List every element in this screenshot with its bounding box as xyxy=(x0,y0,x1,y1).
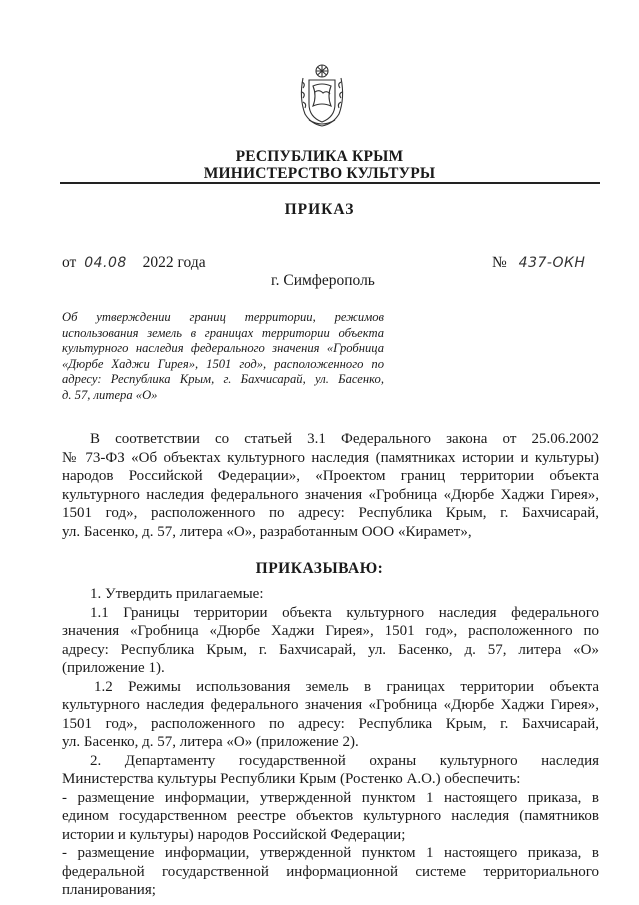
preamble-line: № 73-ФЗ «Об объектах культурного наследия (памятниках истории и культуры) xyxy=(62,449,599,466)
date-handwritten: 04.08 xyxy=(84,255,127,271)
body-line: культурного наследия федерального значения «Гробница «Дюрбе Хаджи Гирея», xyxy=(62,697,599,713)
order-subject xyxy=(62,310,384,403)
header-ministry: МИНИСТЕРСТВО КУЛЬТУРЫ xyxy=(203,165,436,182)
body-line: истории и культуры) народов Российской Федерации; xyxy=(62,826,406,843)
body-line: адресу: Республика Крым, г. Бахчисарай, ул. Басенко, д. 57, литера «О» xyxy=(62,641,599,658)
preamble-line: В соответствии со статьей 3.1 Федерального закона от 25.06.2002 xyxy=(90,431,599,447)
number-handwritten: 437-ОКН xyxy=(518,255,586,271)
body-line: 1.2 Режимы использования земель в границах территории объекта xyxy=(94,678,599,695)
preamble-line: культурного наследия федерального значения «Гробница «Дюрбе Хаджи Гирея», xyxy=(62,486,599,503)
subject-line: д. 57, литера «О» xyxy=(62,387,158,402)
doc-type-title: ПРИКАЗ xyxy=(284,201,355,218)
preamble-line: народов Российской Федерации», «Проектом границ территории объекта xyxy=(62,468,599,484)
header-republic: РЕСПУБЛИКА КРЫМ xyxy=(235,148,404,165)
body-line: едином государственном реестре объектов культурного наследия (памятников xyxy=(62,808,599,824)
body-line: значения «Гробница «Дюрбе Хаджи Гирея», 1501 год», расположенного по xyxy=(62,623,599,639)
crimea-coat-of-arms-icon xyxy=(297,62,347,128)
header-rule xyxy=(60,182,600,184)
body-line: 2. Департаменту государственной охраны культурного наследия xyxy=(90,752,599,769)
body-line: федеральной государственной информационной системе территориального xyxy=(62,863,599,880)
order-word: ПРИКАЗЫВАЮ: xyxy=(255,560,384,577)
order-body xyxy=(62,585,599,900)
subject-line: «Дюрбе Хаджи Гирея», 1501 год», расположенного по xyxy=(62,356,384,371)
body-line: 1. Утвердить прилагаемые: xyxy=(90,586,264,602)
subject-line: Об утверждении границ территории, режимов xyxy=(62,310,384,324)
preamble-line: 1501 год», расположенного по адресу: Республика Крым, г. Бахчисарай, xyxy=(62,505,599,521)
preamble-line: ул. Басенко, д. 57, литера «О», разработанным ООО «Кирамет», xyxy=(62,523,472,540)
body-line: (приложение 1). xyxy=(62,660,165,676)
subject-line: адресу: Республика Крым, г. Бахчисарай, ул. Басенко, xyxy=(62,372,384,386)
order-date xyxy=(62,254,206,272)
body-line: 1501 год», расположенного по адресу: Республика Крым, г. Бахчисарай, xyxy=(62,715,599,732)
order-number xyxy=(492,254,585,272)
preamble xyxy=(62,430,599,541)
city: г. Симферополь xyxy=(271,272,375,289)
subject-line: культурного наследия федерального значения «Гробница xyxy=(62,341,384,355)
number-prefix: № xyxy=(492,254,507,271)
body-line: - размещение информации, утвержденной пунктом 1 настоящего приказа, в xyxy=(62,789,599,806)
body-line: ул. Басенко, д. 57, литера «О» (приложение 2). xyxy=(62,734,359,750)
date-year: 2022 года xyxy=(142,254,206,271)
subject-line: использования земель в границах территории объекта xyxy=(62,325,384,340)
body-line: - размещение информации, утвержденной пунктом 1 настоящего приказа, в xyxy=(62,845,599,861)
body-line: планирования; xyxy=(62,882,156,898)
date-prefix: от xyxy=(62,254,77,271)
body-line: 1.1 Границы территории объекта культурного наследия федерального xyxy=(90,604,599,621)
body-line: Министерства культуры Республики Крым (Ростенко А.О.) обеспечить: xyxy=(62,771,521,787)
